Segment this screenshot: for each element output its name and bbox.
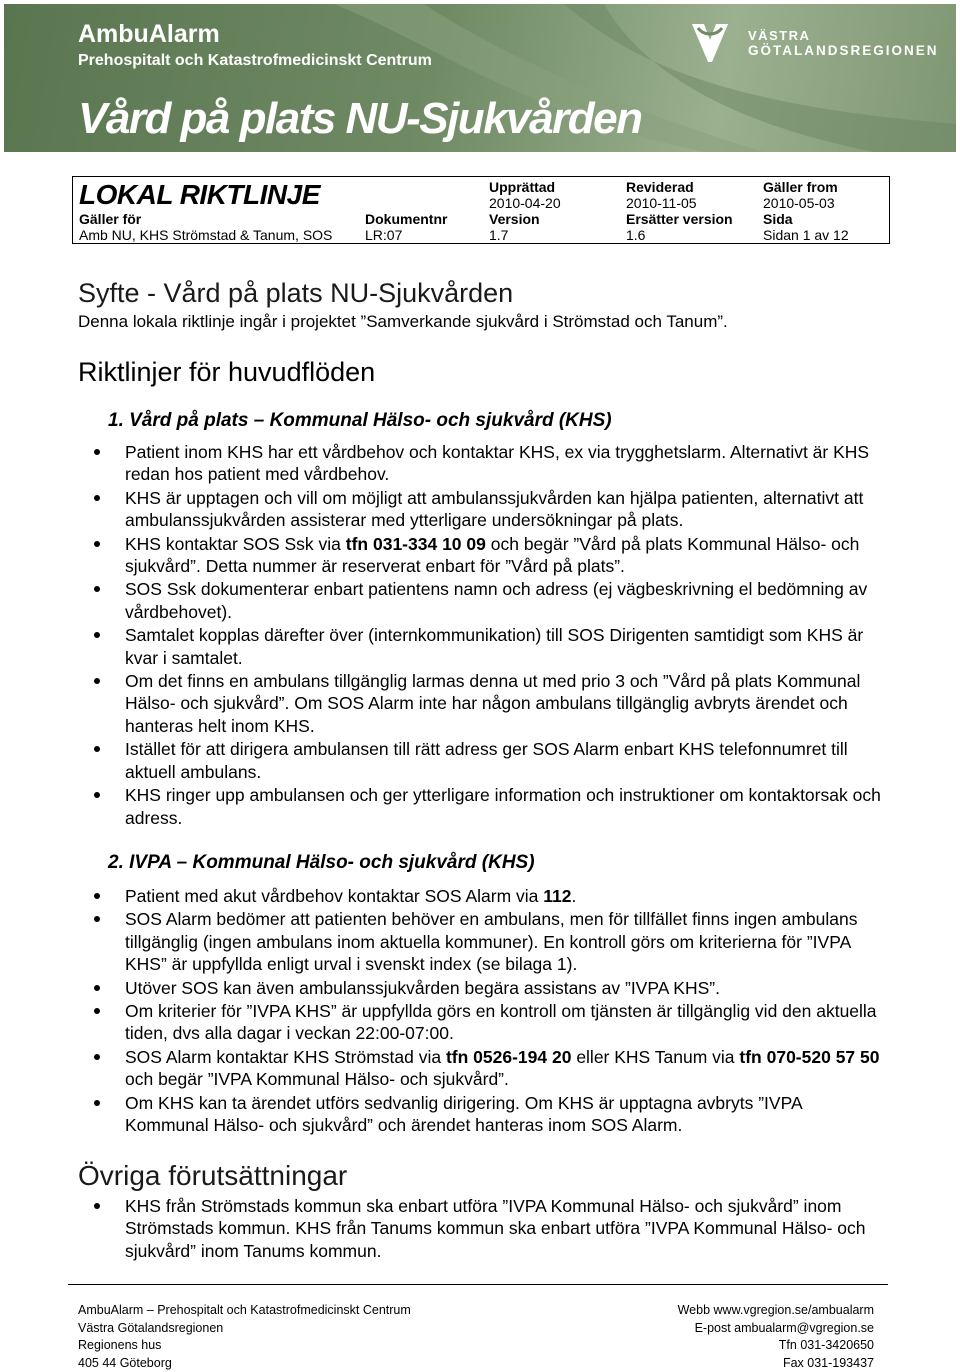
section1-list (94, 441, 884, 830)
list-item (94, 1195, 884, 1262)
list-item-text: och begär ”IVPA Kommunal Hälso- och sjukvård”. (125, 1069, 509, 1089)
galler-from-value: 2010-05-03 (763, 195, 835, 211)
sida-label: Sida (763, 211, 793, 227)
emphasized-text: tfn 0526-194 20 (446, 1047, 572, 1067)
ovriga-heading: Övriga förutsättningar (78, 1160, 347, 1192)
upprattad-label: Upprättad (489, 179, 555, 195)
footer-left (78, 1302, 411, 1372)
list-item (94, 1092, 884, 1137)
list-item (94, 670, 884, 737)
list-item-text: Istället för att dirigera ambulansen till rätt adress ger SOS Alarm enbart KHS telefonnumret till aktuell ambulans. (125, 739, 848, 781)
list-item-text: Patient inom KHS har ett vårdbehov och kontaktar KHS, ex via trygghetslarm. Alternativt är KHS redan hos patient med vårdbehov. (125, 442, 869, 484)
list-item-text: SOS Ssk dokumenterar enbart patientens namn och adress (ej vägbeskrivning el bedömning av vårdbehovet). (125, 579, 867, 621)
galler-for-value: Amb NU, KHS Strömstad & Tanum, SOS (79, 227, 332, 243)
list-item-text: Om det finns en ambulans tillgänglig larmas denna ut med prio 3 och ”Vård på plats Kommunal Hälso- och sjukvård”. Om SOS Alarm inte har någon ambulans tillgänglig avbryts ärendet och hanteras helt inom KHS. (125, 671, 860, 736)
banner-title: Vård på plats NU-Sjukvården (78, 94, 641, 144)
version-value: 1.7 (489, 227, 508, 243)
reviderad-label: Reviderad (626, 179, 694, 195)
list-item (94, 977, 884, 999)
list-item (94, 441, 884, 486)
list-item (94, 738, 884, 783)
vgr-logo-icon (690, 18, 730, 66)
list-item-text: SOS Alarm kontaktar KHS Strömstad via (125, 1047, 446, 1067)
list-item-text: och begär ”Vård på plats Kommunal Hälso- och sjukvård”. Detta nummer är reserverat enbart för ”Vård på plats”. (125, 534, 859, 576)
upprattad-value: 2010-04-20 (489, 195, 561, 211)
section2-title: 2. IVPA – Kommunal Hälso- och sjukvård (KHS) (108, 852, 535, 874)
ersatter-value: 1.6 (626, 227, 645, 243)
emphasized-text: 112 (543, 886, 571, 906)
section1-title: 1. Vård på plats – Kommunal Hälso- och sjukvård (KHS) (108, 410, 612, 432)
header-banner (4, 4, 956, 152)
riktlinjer-heading: Riktlinjer för huvudflöden (78, 357, 375, 388)
footer-building: Regionens hus (78, 1337, 411, 1355)
footer-web: Webb www.vgregion.se/ambualarm (678, 1302, 874, 1320)
footer-email: E-post ambualarm@vgregion.se (678, 1320, 874, 1338)
document-header-table (72, 176, 890, 244)
emphasized-text: tfn 070-520 57 50 (739, 1047, 879, 1067)
list-item (94, 578, 884, 623)
list-item (94, 908, 884, 975)
list-item-text: KHS ringer upp ambulansen och ger ytterligare information och instruktioner om kontaktorsak och adress. (125, 785, 881, 827)
list-item-text: Om KHS kan ta ärendet utförs sedvanlig dirigering. Om KHS är upptagna avbryts ”IVPA Kommunal Hälso- och sjukvård” och ärendet hanteras inom SOS Alarm. (125, 1093, 802, 1135)
dokumentnr-label: Dokumentnr (365, 211, 447, 227)
footer-right (678, 1302, 874, 1372)
list-item-text: KHS från Strömstads kommun ska enbart utföra ”IVPA Kommunal Hälso- och sjukvård” inom Strömstads kommun. KHS från Tanums kommun ska enbart utföra ”IVPA Kommunal Hälso- och sjukvård” inom Tanums kommun. (125, 1196, 866, 1261)
list-item-text: KHS kontaktar SOS Ssk via (125, 534, 346, 554)
vgr-logo-line1: VÄSTRA (748, 28, 939, 43)
doc-type-title: LOKAL RIKTLINJE (79, 179, 320, 211)
reviderad-value: 2010-11-05 (626, 195, 697, 211)
dokumentnr-value: LR:07 (365, 227, 402, 243)
list-item-text: Utöver SOS kan även ambulanssjukvården begära assistans av ”IVPA KHS”. (125, 978, 720, 998)
footer-postal: 405 44 Göteborg (78, 1355, 411, 1372)
syfte-text: Denna lokala riktlinje ingår i projektet ”Samverkande sjukvård i Strömstad och Tanum”. (78, 312, 728, 332)
list-item (94, 533, 884, 578)
brand-subtitle: Prehospitalt och Katastrofmedicinskt Centrum (78, 52, 432, 70)
list-item-text: Om kriterier för ”IVPA KHS” är uppfyllda görs en kontroll om tjänsten är tillgänglig vid den aktuella tiden, dvs alla dagar i veckan 22:00-07:00. (125, 1001, 877, 1043)
list-item (94, 487, 884, 532)
section2-list (94, 885, 884, 1137)
list-item-text: Patient med akut vårdbehov kontaktar SOS Alarm via (125, 886, 543, 906)
footer-phone: Tfn 031-3420650 (678, 1337, 874, 1355)
list-item-text: KHS är upptagen och vill om möjligt att ambulanssjukvården kan hjälpa patienten, alternativt att ambulanssjukvården assisterar med ytterligare undersökningar på plats. (125, 488, 863, 530)
list-item (94, 1000, 884, 1045)
vgr-logo-line2: GÖTALANDSREGIONEN (748, 43, 939, 58)
syfte-heading: Syfte - Vård på plats NU-Sjukvården (78, 278, 513, 309)
list-item (94, 885, 884, 907)
footer-divider (68, 1284, 888, 1285)
sida-value: Sidan 1 av 12 (763, 227, 849, 243)
list-item (94, 784, 884, 829)
ovriga-list (94, 1195, 884, 1263)
footer-region: Västra Götalandsregionen (78, 1320, 411, 1338)
list-item (94, 624, 884, 669)
list-item-text: Samtalet kopplas därefter över (internkommunikation) till SOS Dirigenten samtidigt som KHS är kvar i samtalet. (125, 625, 863, 667)
ersatter-label: Ersätter version (626, 211, 733, 227)
vgr-logo-text (748, 28, 939, 58)
galler-for-label: Gäller för (79, 211, 141, 227)
version-label: Version (489, 211, 540, 227)
brand-name: AmbuAlarm (78, 20, 220, 49)
galler-from-label: Gäller from (763, 179, 838, 195)
list-item-text: eller KHS Tanum via (571, 1047, 739, 1067)
emphasized-text: tfn 031-334 10 09 (346, 534, 486, 554)
list-item-text: . (572, 886, 577, 906)
list-item-text: SOS Alarm bedömer att patienten behöver en ambulans, men för tillfället finns ingen ambulans tillgänglig (ingen ambulans inom aktuella kommuner). En kontroll görs om kriterierna för ”IVPA KHS” är uppfyllda enligt urval i svenskt index (se bilaga 1). (125, 909, 858, 974)
footer-org: AmbuAlarm – Prehospitalt och Katastrofmedicinskt Centrum (78, 1302, 411, 1320)
list-item (94, 1046, 884, 1091)
footer-fax: Fax 031-193437 (678, 1355, 874, 1372)
